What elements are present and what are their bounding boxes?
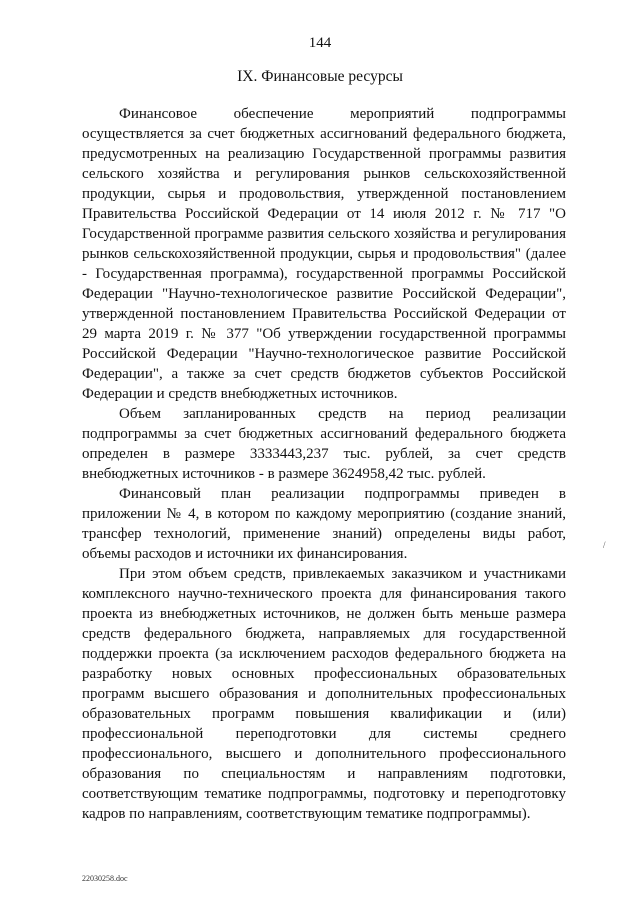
page-number: 144 [308, 35, 332, 51]
section-title: IX. Финансовые ресурсы [237, 68, 403, 85]
document-filename: 22030258.doc [82, 874, 128, 883]
paragraph-planned-volume: Объем запланированных средств на период реализации подпрограммы за счет бюджетных ассигнований федерального бюджета определен в размере 3333443,237 тыс. рублей, за счет средств внебюджетных источников - в размере 3624958,42 тыс. рублей. [82, 406, 566, 482]
paragraph-financial-plan: Финансовый план реализации подпрограммы приведен в приложении № 4, в котором по каждому мероприятию (создание знаний, трансфер технологий, применение знаний) определены виды работ, объемы расходов и источники их финансирования. [82, 486, 566, 562]
document-body [82, 104, 566, 824]
paragraph-financing-sources: Финансовое обеспечение мероприятий подпрограммы осуществляется за счет бюджетных ассигнований федерального бюджета, предусмотренных на реализацию Государственной программы развития сельского хозяйства и регулирования рынков сельскохозяйственной продукции, сырья и продовольствия, утвержденной постановлением Правительства Российской Федерации от 14 июля 2012 г. № 717 "О Государственной программе развития сельского хозяйства и регулирования рынков сельскохозяйственной продукции, сырья и продовольствия" (далее - Государственная программа), государственной программы Российской Федерации "Научно-технологическое развитие Российской Федерации", утвержденной постановлением Правительства Российской Федерации от 29 марта 2019 г. № 377 "Об утверждении государственной программы Российской Федерации "Научно-технологическое развитие Российской Федерации", а также за счет средств бюджетов субъектов Российской Федерации и средств внебюджетных источников. [82, 106, 566, 402]
margin-mark: / [603, 540, 606, 550]
paragraph-extrabudgetary-requirement: При этом объем средств, привлекаемых заказчиком и участниками комплексного научно-технического проекта для финансирования такого проекта из внебюджетных источников, не должен быть меньше размера средств федерального бюджета, направляемых для государственной поддержки проекта (за исключением расходов федерального бюджета на разработку новых основных профессиональных образовательных программ высшего образования и дополнительных профессиональных образовательных программ повышения квалификации и (или) профессиональной переподготовки для системы среднего профессионального, высшего и дополнительного профессионального образования по специальностям и направлениям подготовки, соответствующим тематике подпрограммы, подготовку и переподготовку кадров по направлениям, соответствующим тематике подпрограммы). [82, 566, 566, 822]
